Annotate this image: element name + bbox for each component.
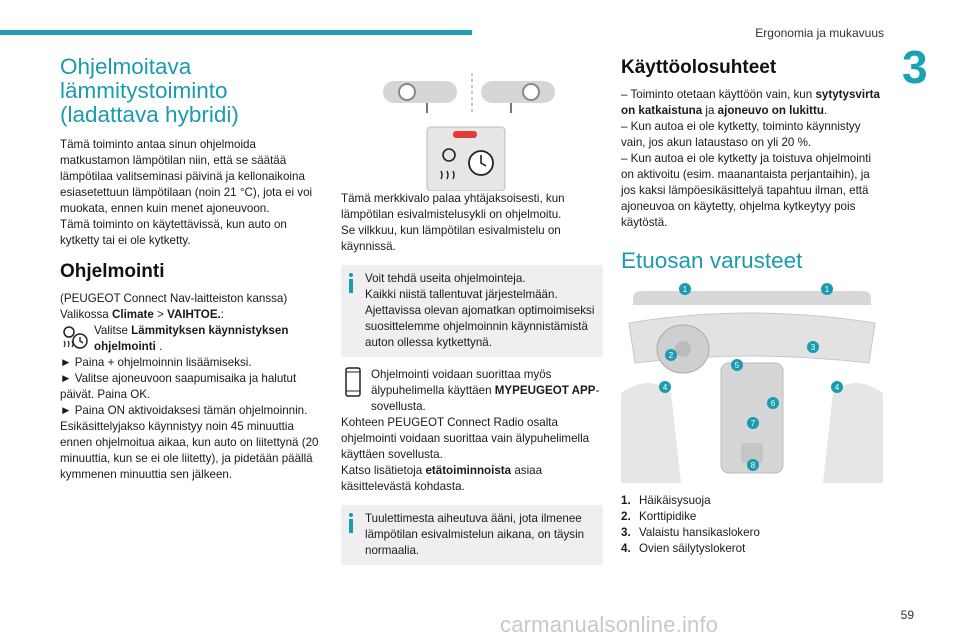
running-header: Ergonomia ja mukavuus xyxy=(755,26,884,40)
condition-1-mid: ja xyxy=(702,104,718,117)
preheat-clock-icon xyxy=(60,323,90,353)
select-bold: Lämmityksen käynnistyksen ohjelmointi xyxy=(94,324,289,353)
callout-4b: 4 xyxy=(834,383,840,392)
phone-app-name: MYPEUGEOT APP xyxy=(494,384,596,397)
info-note-1 xyxy=(341,265,603,357)
list-item xyxy=(621,493,883,509)
blink-description: Tämä merkkivalo palaa yhtäjaksoisesti, kun lämpötilan esivalmistelusykli on ohjelmoitu. Se vilkkuu, kun lämpötilan esivalmistelu on käynnissä. xyxy=(341,192,565,253)
callout-7: 7 xyxy=(750,419,756,428)
indicator-illustration xyxy=(341,55,603,191)
more-info xyxy=(341,463,603,495)
info-icon xyxy=(348,513,354,533)
dashboard-indicator-svg xyxy=(341,55,603,191)
column-2 xyxy=(341,55,603,565)
nav-note: (PEUGEOT Connect Nav-laitteiston kanssa) xyxy=(60,292,288,305)
list-item xyxy=(621,541,883,557)
radio-text: Kohteen PEUGEOT Connect Radio osalta ohjelmointi voidaan suorittaa vain älypuhelimella käyttäen sovellusta. xyxy=(341,416,590,461)
list-number: 4. xyxy=(621,542,631,555)
select-heating-row xyxy=(60,323,322,355)
watermark: carmanualsonline.info xyxy=(500,612,719,637)
callout-8: 8 xyxy=(750,461,756,470)
list-label: Korttipidike xyxy=(639,510,697,523)
list-label: Ovien säilytyslokerot xyxy=(639,542,746,555)
list-number: 2. xyxy=(621,510,631,523)
preheat-duration: Esikäsittelyjakso käynnistyy noin 45 minuuttia ennen ohjelmoitua aikaa, kun auto on liitettynä (20 minuuttia, kun se ei ole liitetty), ja pidetään päällä kymmenen minuuttia sen jälkeen. xyxy=(60,420,319,481)
callout-6: 6 xyxy=(770,399,776,408)
equipment-list xyxy=(621,493,883,557)
info-note-2-text: Tuulettimesta aiheutuva ääni, jota ilmenee lämpötilan esivalmistelun aikana, on täysin normaalia. xyxy=(365,512,585,557)
phone-post: -sovellusta. xyxy=(371,384,600,413)
page-number: 59 xyxy=(900,608,914,622)
list-label: Valaistu hansikaslokero xyxy=(639,526,760,539)
step-2: ► Valitse ajoneuvoon saapumisaika ja halutut päivät. Paina OK. xyxy=(60,372,297,401)
condition-3: – Kun autoa ei ole kytketty ja toistuva ohjelmointi on aktivoitu (esim. maanantaista perjantaihin), ja jos kaksi lämpöesikäsittelyä tapahtuu ilman, että ajoneuvoa on käytetty, ohjelma kytkeytyy pois käytöstä. xyxy=(621,152,872,229)
column-1 xyxy=(60,55,322,483)
more-bold: etätoiminnoista xyxy=(425,464,512,477)
menu-options: VAIHTOE. xyxy=(167,308,221,321)
list-label: Häikäisysuoja xyxy=(639,494,711,507)
condition-1-bold-1: sytytysvirta on katkaistuna xyxy=(621,88,880,117)
cabin-svg xyxy=(621,283,883,483)
step-3: ► Paina ON aktivoidaksesi tämän ohjelmoinnin. xyxy=(60,404,308,417)
list-item xyxy=(621,525,883,541)
list-number: 3. xyxy=(621,526,631,539)
select-pre: Valitse xyxy=(94,324,132,337)
menu-path-pre: Valikossa xyxy=(60,308,112,321)
section-title-programming: Ohjelmointi xyxy=(60,261,165,282)
info-note-1-text: Voit tehdä useita ohjelmointeja. Kaikki niistä tallentuvat järjestelmään. Ajettavissa olevan ajomatkan optimoimiseksi suosittelemme ohjelmoinnin käynnistämistä auton ollessa kytkettynä. xyxy=(365,272,595,349)
condition-1-bold-2: ajoneuvo on lukittu xyxy=(717,104,824,117)
menu-sep: > xyxy=(153,308,168,321)
section-title-front-equipment: Etuosan varusteet xyxy=(621,248,803,273)
select-post: . xyxy=(155,340,163,353)
intro-paragraph: Tämä toiminto antaa sinun ohjelmoida matkustamon lämpötilan niin, että se säätää lämpötilaa valitseminasi päivinä ja kellonaikoina esiasetettuun lämpötilaan (noin 21 °C), jota ei voi muokata, ennen kuin menet ajoneuvoon. xyxy=(60,138,313,215)
step-1: ► Paina + ohjelmoinnin lisäämiseksi. xyxy=(60,356,252,369)
menu-path xyxy=(60,307,322,323)
condition-1-pre: – Toiminto otetaan käyttöön vain, kun xyxy=(621,88,816,101)
list-item xyxy=(621,509,883,525)
list-number: 1. xyxy=(621,494,631,507)
smartphone-row xyxy=(341,367,603,415)
intro-paragraph-2: Tämä toiminto on käytettävissä, kun auto on kytketty tai ei ole kytketty. xyxy=(60,218,287,247)
section-title-preheat: Ohjelmoitava lämmitystoiminto (ladattava hybridi) xyxy=(60,54,239,127)
callout-3: 3 xyxy=(810,343,816,352)
menu-path-post: : xyxy=(220,308,225,321)
column-3 xyxy=(621,55,883,557)
chapter-number: 3 xyxy=(902,41,928,93)
header-accent-bar xyxy=(0,30,472,35)
menu-climate: Climate xyxy=(111,308,154,321)
cabin-illustration xyxy=(621,283,883,483)
info-icon xyxy=(348,273,354,293)
select-heating-text xyxy=(94,323,322,355)
section-title-conditions: Käyttöolosuhteet xyxy=(621,57,777,78)
info-note-2 xyxy=(341,505,603,565)
callout-5: 5 xyxy=(734,361,740,370)
smartphone-text xyxy=(371,367,603,415)
callout-1a: 1 xyxy=(682,285,688,294)
more-post: asiaa käsittelevästä kohdasta. xyxy=(341,464,543,493)
more-pre: Katso lisätietoja xyxy=(341,464,426,477)
callout-2: 2 xyxy=(668,351,674,360)
smartphone-icon xyxy=(341,367,365,397)
phone-pre: Ohjelmointi voidaan suorittaa myös älypuhelimella käyttäen xyxy=(371,368,552,397)
callout-4a: 4 xyxy=(662,383,668,392)
condition-1-post: . xyxy=(823,104,828,117)
callout-1b: 1 xyxy=(824,285,830,294)
condition-1 xyxy=(621,87,883,119)
condition-2: – Kun autoa ei ole kytketty, toiminto käynnistyy vain, jos akun lataustaso on yli 20 %. xyxy=(621,120,861,149)
